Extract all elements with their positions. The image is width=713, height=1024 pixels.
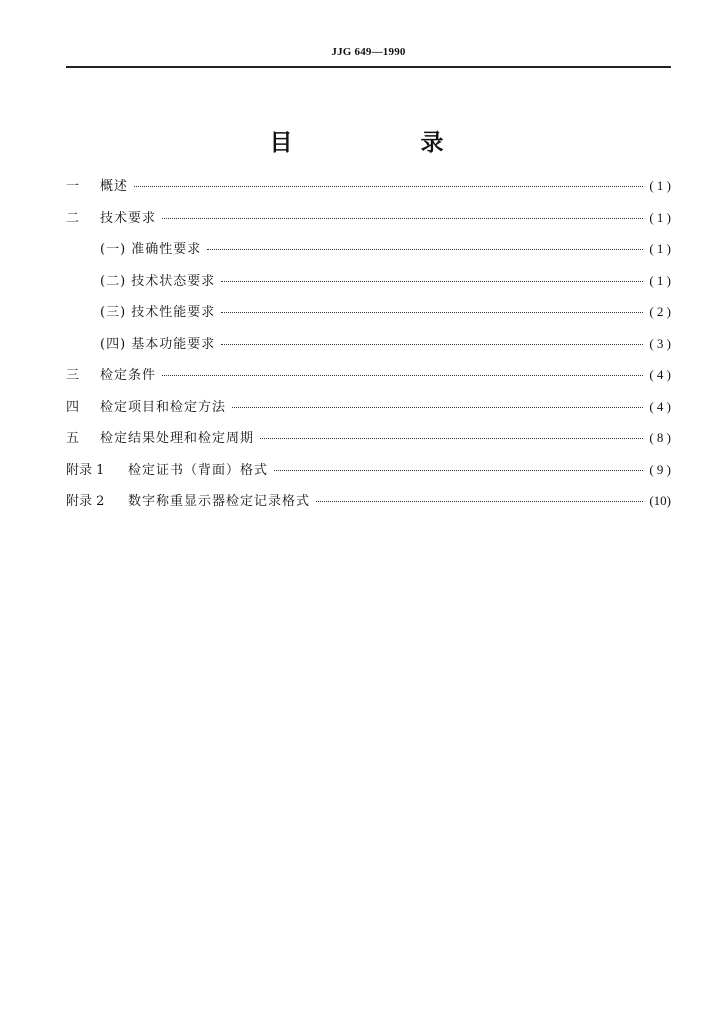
toc-entry-number: 三 [66,368,80,383]
toc-leader-dots [316,500,643,502]
toc-entry-label: 检定项目和检定方法 [100,399,227,415]
toc-leader-dots [162,217,643,219]
toc-entry-number: 附录 1 [66,462,105,478]
toc-entry-label: 技术要求 [100,210,157,226]
toc-entry-appendix-2[interactable] [66,490,671,522]
toc-entry-number: 一 [66,179,80,194]
toc-entry-page: ( 2 ) [649,304,671,319]
toc-entry-results-and-period[interactable] [66,427,671,459]
toc-entry-label: 数字称重显示器检定记录格式 [128,494,311,509]
toc-entry-overview[interactable] [66,175,671,207]
header-rule [66,66,671,68]
table-of-contents [66,175,671,522]
toc-entry-page: ( 3 ) [649,335,671,351]
toc-leader-dots [221,311,643,313]
toc-entry-page: ( 9 ) [649,461,671,477]
toc-entry-label: (四) 基本功能要求 [100,336,216,352]
toc-entry-page: (10) [649,493,671,508]
toc-entry-label: 检定证书（背面）格式 [128,462,269,478]
toc-entry-number: 五 [66,431,80,446]
toc-entry-verification-items-methods[interactable] [66,396,671,428]
toc-entry-page: ( 1 ) [649,241,671,256]
toc-entry-label: 概述 [100,179,129,194]
toc-leader-dots [207,248,643,250]
toc-entry-number: 附录 2 [66,494,105,509]
toc-entry-basic-function-requirements[interactable] [66,333,671,365]
toc-leader-dots [260,437,643,439]
toc-entry-number: 二 [66,210,80,226]
toc-entry-accuracy-requirements[interactable] [66,238,671,270]
toc-entry-appendix-1[interactable] [66,459,671,491]
toc-leader-dots [162,374,643,376]
toc-entry-verification-conditions[interactable] [66,364,671,396]
toc-entry-number: 四 [66,399,80,415]
toc-entry-technical-performance-requirements[interactable] [66,301,671,333]
toc-entry-page: ( 8 ) [649,430,671,445]
page-title: 目 录 [269,130,504,156]
toc-leader-dots [221,343,643,345]
toc-leader-dots [134,185,643,187]
toc-entry-label: 检定条件 [100,368,157,383]
toc-entry-page: ( 1 ) [649,209,671,225]
toc-entry-page: ( 1 ) [649,272,671,288]
toc-entry-technical-requirements[interactable] [66,207,671,239]
toc-entry-page: ( 1 ) [649,178,671,193]
toc-entry-technical-state-requirements[interactable] [66,270,671,302]
toc-entry-label: (一) 准确性要求 [100,242,202,257]
toc-entry-page: ( 4 ) [649,367,671,382]
toc-leader-dots [232,406,643,408]
toc-entry-label: 检定结果处理和检定周期 [100,431,255,446]
toc-leader-dots [221,280,643,282]
toc-entry-label: (二) 技术状态要求 [100,273,216,289]
toc-entry-page: ( 4 ) [649,398,671,414]
document-code-header: JJG 649—1990 [331,46,406,58]
toc-leader-dots [274,469,643,471]
toc-entry-label: (三) 技术性能要求 [100,305,216,320]
